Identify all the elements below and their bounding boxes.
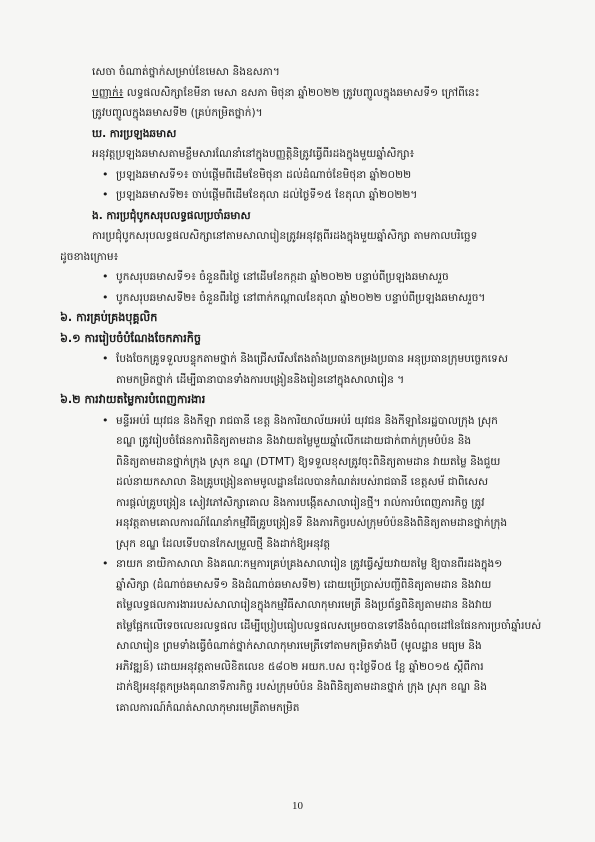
section-heading-exam: ឃ. ការប្រឡងឆមាស [92,127,177,140]
section-heading-6-2: ៦.២ ការវាយតម្លៃការបំពេញការងារ [60,393,206,406]
section-heading-meeting: ង. ការប្រជុំបូកសរុបលទ្ធផលប្រចាំឆមាស [92,209,251,222]
sec62-line: នាយក នាយិកាសាលា និងគណៈកម្មការគ្រប់គ្រងសាលារៀន ត្រូវធ្វើស្វ័យវាយតម្លៃ ឱ្យបានពីរដងក្នុង១ [116,558,503,570]
page-number: 10 [292,800,303,812]
sec62-line: ខណ្ឌ ត្រូវរៀបចំផែនការពិនិត្យតាមដាន និងវាយតម្លៃមួយឆ្នាំលើកដោយជាក់ពាក់ក្រុមបំប៉ន និង [116,435,472,447]
sec62-line: គោលការណ៍កំណត់សាលាកុមារមេត្រីតាមកម្រិត [116,701,300,714]
note-text: លទ្ធផលសិក្សាខែមីនា មេសា ឧសភា មិថុនា ឆ្នាំ២០២២ ត្រូវបញ្ចូលក្នុងឆមាសទី១ ក្រៅពីនេះ [123,86,480,99]
sec62-line: ឆ្នាំសិក្សា (ដំណាច់ឆមាសទី១ និងដំណាច់ឆមាសទី២) ដោយប្រើប្រាស់បញ្ជីពិនិត្យតាមដាន និងវាយ [116,578,492,591]
meeting-bullet-1 [60,267,545,288]
sec61-bullet [60,349,545,390]
bullet-icon: • [102,557,109,570]
sec62-line: ស្រុក ខណ្ឌ ដែលទើបបានកែសម្រួលថ្មី និងដាក់ឱ្យអនុវត្ត [116,537,331,550]
sec61-bullet-text: បែងចែកគ្រូទទួលបន្ទុកតាមថ្នាក់ និងជ្រើសរើសតែងតាំងប្រធានកម្រងប្រធាន អនុប្រធានក្រុមបច្ចេកទេស [116,353,508,365]
exam-bullet-1 [60,165,545,186]
note-label: បញ្ញាក់៖ [92,86,124,99]
sec61-bullet-continuation: តាមកម្រិតថ្នាក់ ដើម្បីធានាបានទាំងការបង្រៀននិងរៀននៅក្នុងសាលារៀន ។ [116,373,405,386]
meeting-bullet-2 [60,288,545,309]
section-heading-6: ៦. ការគ្រប់គ្រងបុគ្គលិក [60,311,158,324]
sec62-line: អភិវឌ្ឍន៍) ដោយអនុវត្តតាមលិខិតលេខ ៥៨០២ អយក.បស ចុះថ្ងៃទី០៥ ខែ្ឆ ឆ្នាំ២០១៥ ស្ដីពីការ [116,660,484,673]
sec62-bullet-1 [60,411,545,555]
bullet-icon: • [102,270,109,283]
meeting-intro: ការប្រជុំបូកសរុបលទ្ធផលសិក្សានៅតាមសាលារៀនត្រូវអនុវត្តពីរដងក្នុងមួយឆ្នាំសិក្សា តាមកាលបរិច្ឆេទ [92,230,478,242]
page-content [60,62,545,718]
sec62-line: ពិនិត្យតាមដានថ្នាក់ក្រុង ស្រុក ខណ្ឌ (DTMT) ឱ្យទទួលខុសត្រូវចុះពិនិត្យតាមដាន វាយតម្លៃ និងជួយ [116,455,501,468]
bullet-icon: • [102,413,109,427]
bullet-icon: • [102,290,109,304]
sec62-line: ការផ្ដល់គ្រូបង្រៀន សៀវភៅសិក្សាគោល និងការបង្កើតសាលារៀនថ្មី។ រាល់ការបំពេញភារកិច្ច ត្រូវ [116,496,485,509]
sec62-bullet-2 [60,554,545,718]
bullet-icon: • [102,188,109,201]
exam-bullet-text: ប្រឡងឆមាសទី១៖ ចាប់ផ្ដើមពីដើមខែមិថុនា ដល់ដំណាច់ខែមិថុនា ឆ្នាំ២០២២ [116,168,412,181]
sec62-line: ដាក់ឱ្យអនុវត្តកម្រងគុណនាទីភារកិច្ច របស់ក្រុមបំប៉ន និងពិនិត្យតាមដានថ្នាក់ ក្រុង ស្រុក ខណ្ឌ និង [116,681,487,693]
sec62-line: អនុវត្តតាមគោលការណ៍ណែនាំកម្មវិធីគ្រូបង្រៀនទី និងភារកិច្ចរបស់ក្រុមបំប៉ននិងពិនិត្យតាមដានថ្នាក់ក្រុង [116,517,508,529]
sec62-line: ដល់នាយកសាលា និងគ្រូបង្រៀនតាមមូលដ្ឋានដែលបានកំណត់របស់រាជធានី ខេត្តសម័ ជាពិសេស [116,476,489,488]
sec62-line: សាលារៀន ព្រមទាំងធ្វើចំណាត់ថ្នាក់សាលាកុមារមេត្រីទៅតាមកម្រិតទាំងបី (មូលដ្ឋាន មធ្យម និង [116,640,482,652]
note-paragraph [60,83,545,104]
bullet-icon: • [102,352,109,365]
meeting-bullet-text: បូកសរុបឆមាសទី២៖ ចំនួនពីរថ្ងៃ នៅពាក់កណ្ដាលខែតុលា ឆ្នាំ២០២២ បន្ទាប់ពីប្រឡងឆមាសរួច។ [116,291,486,304]
section-heading-6-1: ៦.១ ការរៀបចំបំណែងចែកភារកិច្ច [60,331,201,345]
exam-bullet-text: ប្រឡងឆមាសទី២៖ ចាប់ផ្ដើមពីដើមខែតុលា ដល់ថ្ងៃទី១៥ ខែតុលា ឆ្នាំ២០២២។ [116,189,418,201]
sec62-line: មន្ទីរអប់រំ យុវជន និងកីឡា រាជធានី ខេត្ត និងការិយាល័យអប់រំ យុវជន និងកីឡានៃរដ្ឋបាលក្រុង ស្រុក [116,414,498,427]
body-line: សេចា ចំណាត់ថ្នាក់សម្រាប់ខែមេសា និងឧសភា។ [92,66,280,78]
sec62-line: តម្លៃលទ្ធផលការងាររបស់សាលារៀនក្នុងកម្មវិធីសាលាកុមារមេត្រី និងប្រព័ន្ធពិនិត្យតាមដាន និងវាយ [116,599,492,611]
meeting-intro-continuation: ដូចខាងក្រោម៖ [60,250,119,263]
exam-intro: អនុវត្តប្រឡងឆមាសតាមខ្លឹមសារណែនាំនៅក្នុងបញ្ញត្តិនិត្រូវធ្វើពីរដងក្នុងមួយឆ្នាំសិក្សា៖ [92,148,415,160]
exam-bullet-2 [60,185,545,206]
note-continuation: ត្រូវបញ្ចូលក្នុងឆមាសទី២ (គ្រប់កម្រិតថ្នាក់)។ [92,107,263,119]
meeting-bullet-text: បូកសរុបឆមាសទី១៖ ចំនួនពីរថ្ងៃ នៅដើមខែកក្កដា ឆ្នាំ២០២២ បន្ទាប់ពីប្រឡងឆមាសរួច [116,271,449,283]
bullet-icon: • [102,167,109,181]
sec62-line: តម្លៃផ្អែកលើទេចលេខរលទ្ធផល ដើម្បីប្រៀបធៀបលទ្ធផលសម្រេចបានទៅនឹងចំណុចដៅនៃផែនការប្រចាំឆ្នាំរបស់ [116,619,542,632]
